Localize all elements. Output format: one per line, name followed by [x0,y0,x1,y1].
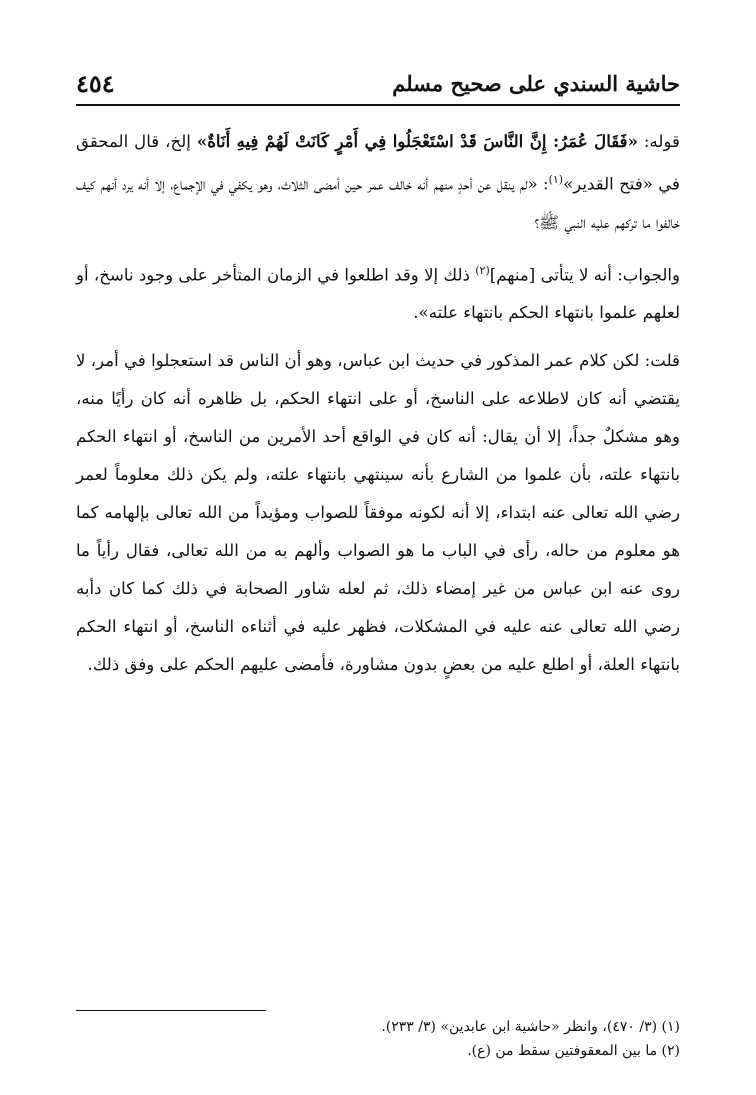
hadith-quote: «فَقَالَ عُمَرُ: إِنَّ النَّاسَ قَدْ اسْتَعْجَلُوا فِي أَمْرٍ كَانَتْ لَهُمْ فِيهِ أَنَاةٌ» [196,131,638,151]
footnote-2: (٢) ما بين المعقوفتين سقط من (ع). [467,1043,680,1059]
paragraph-1-rest: : «لم ينقل عن أحدٍ منهم أنه خالف عمر حين أمضى الثلاث، وهو يكفي في الإجماع، إلا أنه يرد أنهم كيف خالفوا ما تركهم عليه النبي ﷺ؟ [76,174,680,232]
page-number: ٤٥٤ [76,69,115,98]
paragraph-1-mid: إلخ، قال المحقق في «فتح القدير» [76,132,680,194]
footnote-separator [76,1010,266,1011]
footnote-ref-2[interactable]: (٢) [475,263,490,277]
paragraph-3: قلت: لكن كلام عمر المذكور في حديث ابن عباس، وهو أن الناس قد استعجلوا في أمر، لا يقتضي أنه كان لاطلاعه على الناسخ، أو على انتهاء الحكم، بل ظاهره أنه كان رأيًا منه، وهو مشكلٌ جداً، إلا أن يقال: أنه كان في الواقع أحد الأمرين من الناسخ، أو انتهاء الحكم بانتهاء علته، بأن علموا من الشارع بأنه سينتهي بانتهاء علته، ولم يكن ذلك معلوماً لعمر رضي الله تعالى عنه ابتداء، إلا أنه لكونه موفقاً للصواب ومؤيداً من الله تعالى بإلهامه كما هو معلوم من حاله، رأى في الباب ما هو الصواب وألهم به من الله تعالى، فقال رأياً ما روى عنه ابن عباس من غير إمضاء ذلك، ثم لعله شاور الصحابة في ذلك كما كان دأبه رضي الله تعالى عنه عليه في المشكلات، فظهر عليه في أثناءه الناسخ، أو انتهاء الحكم بانتهاء العلة، أو اطلع عليه من بعضٍ بدون مشاورة، فأمضى عليهم الحكم على وفق ذلك. [76,351,680,675]
paragraph-2-after: ذلك إلا وقد اطلعوا في الزمان المتأخر على وجود ناسخ، أو لعلهم علموا بانتهاء الحكم بانتهاء علته». [76,265,680,323]
running-header [76,60,680,106]
footnote-1: (١) (٣/ ٤٧٠)، وانظر «حاشية ابن عابدين» (٣/ ٢٣٣). [381,1019,680,1035]
paragraph-2-before: والجواب: أنه لا يتأتى [منهم] [489,265,681,285]
page [76,60,680,684]
paragraph-1 [76,122,680,242]
footnote-ref-1[interactable]: (١) [548,173,564,186]
paragraph-1-lead: قوله: [637,132,680,151]
paragraph-2 [76,252,680,333]
running-title: حاشية السندي على صحيح مسلم [392,71,680,96]
footnotes [76,958,680,1063]
